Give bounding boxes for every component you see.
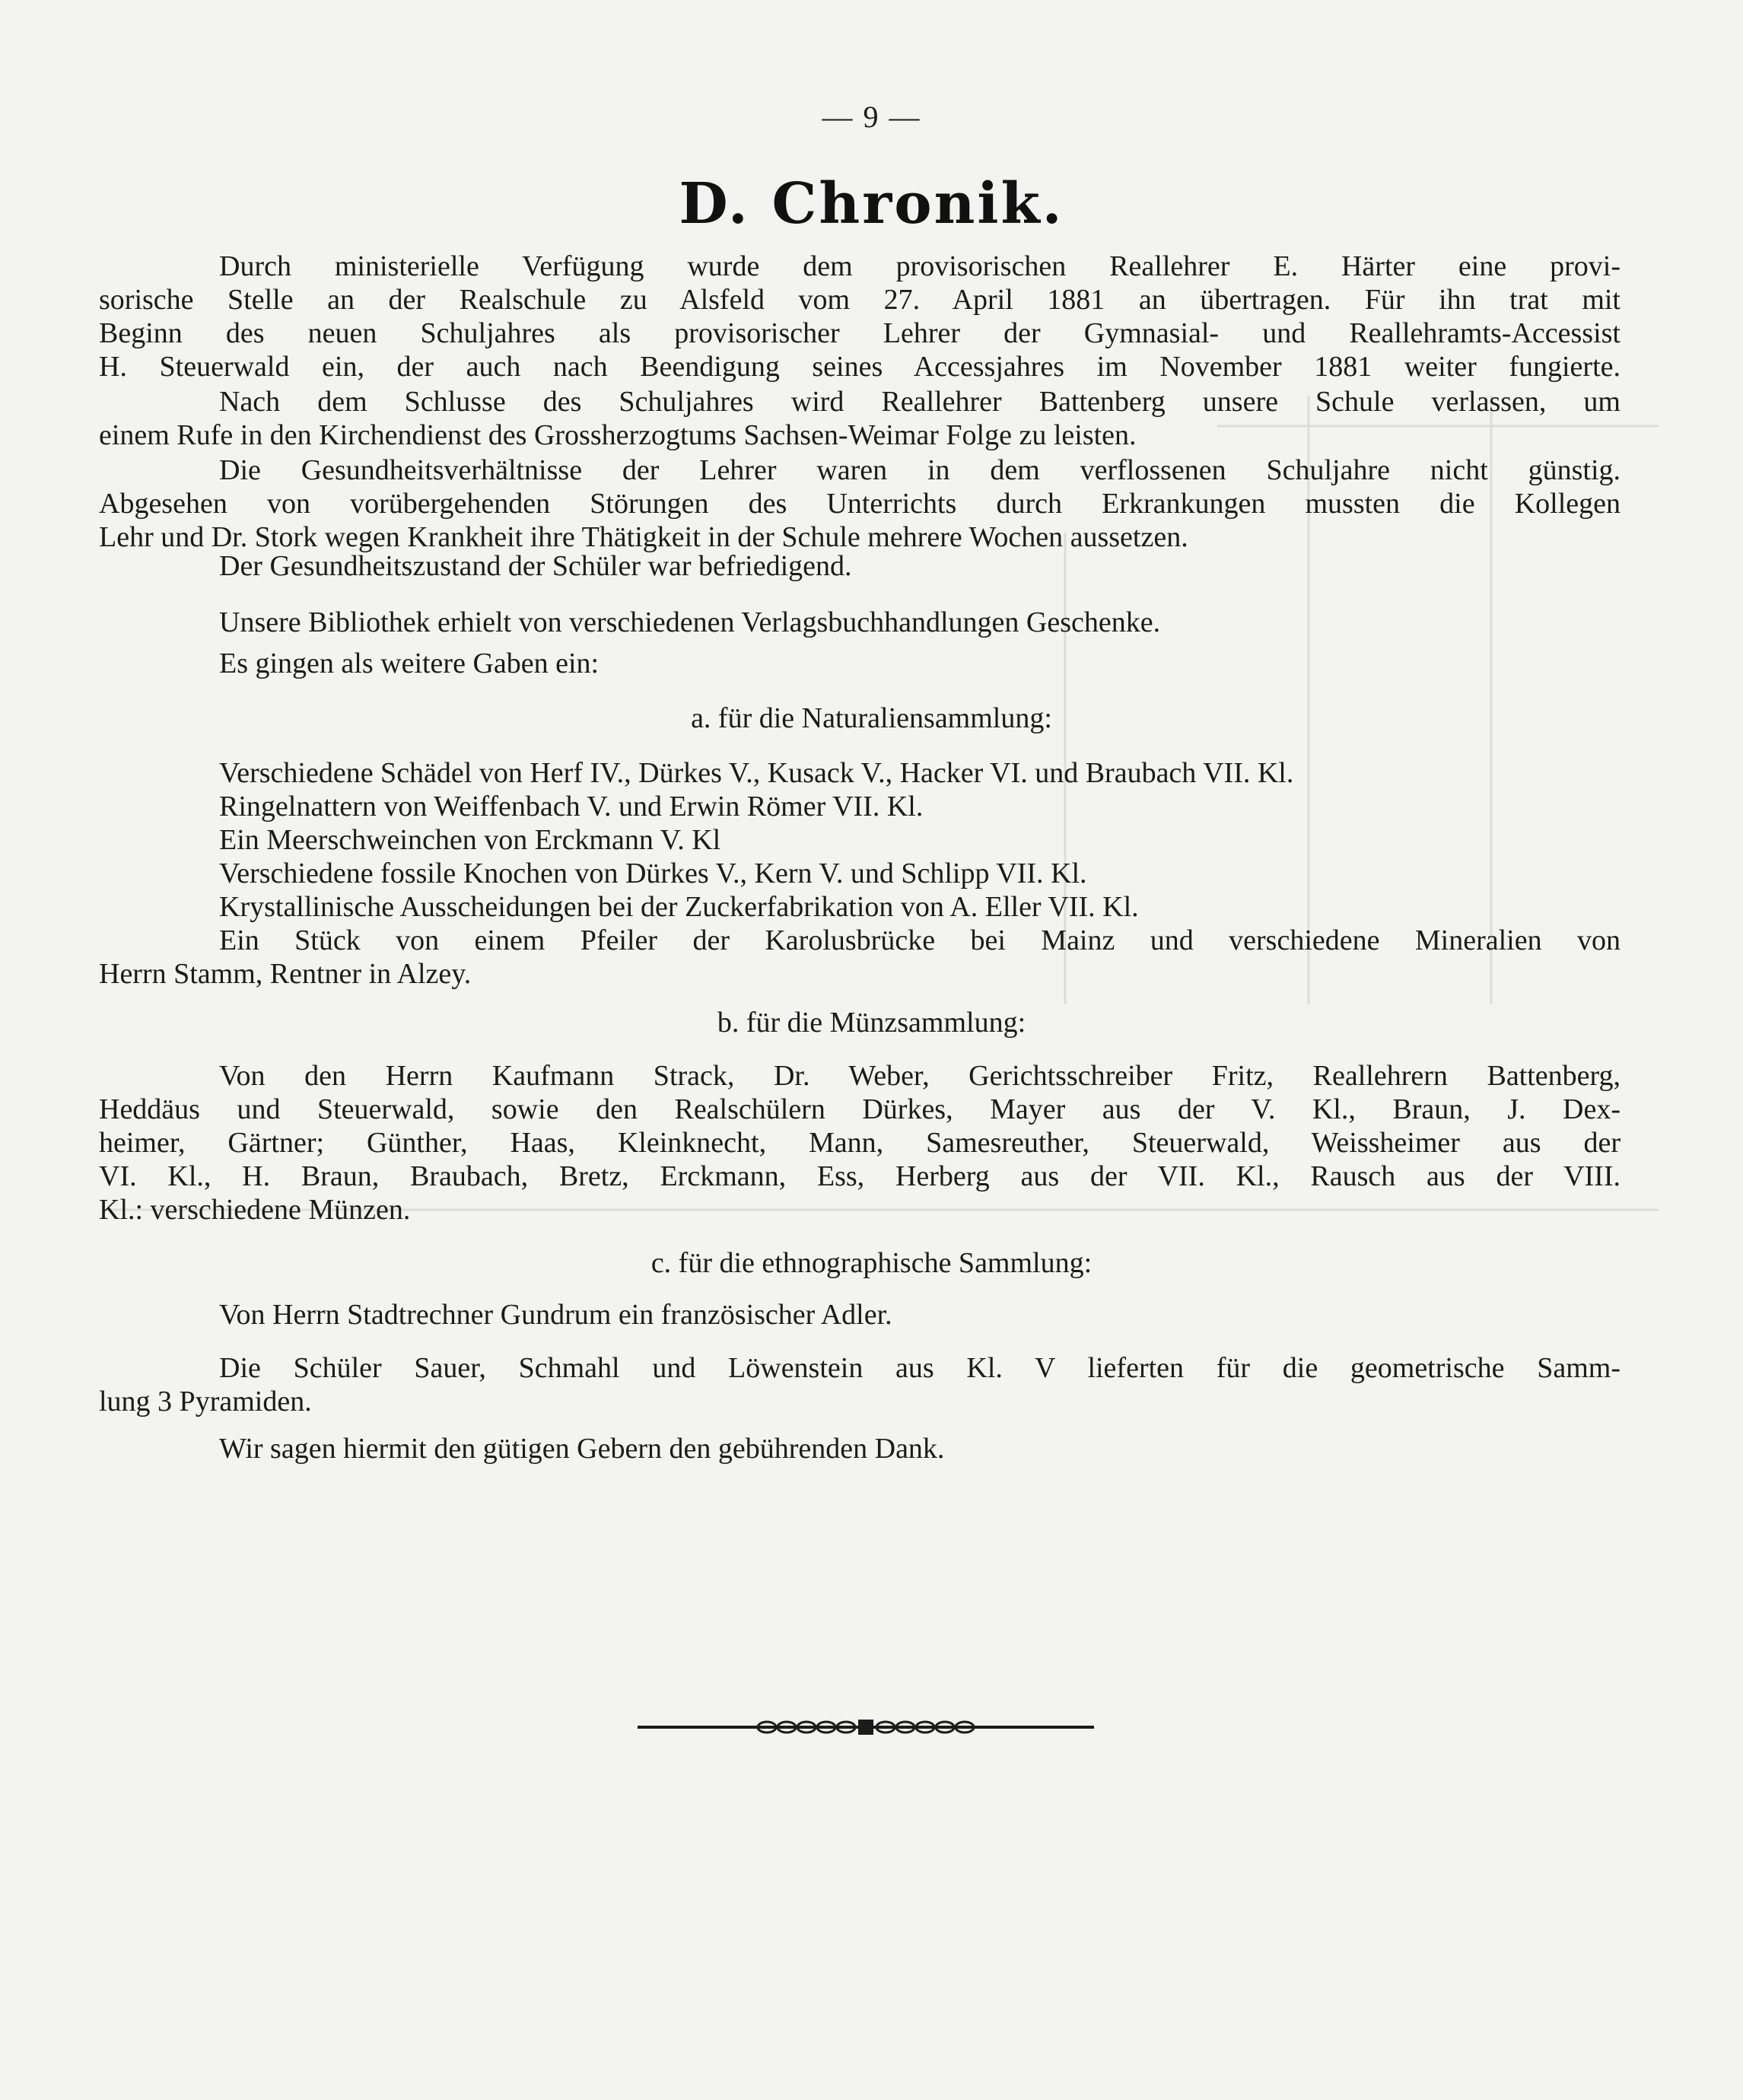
paragraph-eagle: Von Herrn Stadtrechner Gundrum ein französischer Adler. xyxy=(219,1299,892,1331)
paragraph-pyramids xyxy=(99,1351,1621,1418)
page-number: — 9 — xyxy=(822,100,921,134)
text-line: Heddäus und Steuerwald, sowie den Realschülern Dürkes, Mayer aus der V. Kl., Braun, J. Dex- xyxy=(99,1093,1621,1125)
gift-item: Ein Meerschweinchen von Erckmann V. Kl xyxy=(219,824,721,856)
paragraph-coin-donors xyxy=(99,1059,1621,1227)
paragraph-appointments xyxy=(99,250,1621,383)
text-line: Abgesehen von vorübergehenden Störungen des Unterrichts durch Erkrankungen mussten die Kollegen xyxy=(99,488,1621,520)
gift-item-minerals xyxy=(99,924,1621,991)
paragraph-gifts-intro: Es gingen als weitere Gaben ein: xyxy=(219,648,600,679)
gift-item: Verschiedene fossile Knochen von Dürkes V., Kern V. und Schlipp VII. Kl. xyxy=(219,858,1087,889)
ornamental-divider xyxy=(638,1716,1094,1739)
text-line: Die Schüler Sauer, Schmahl und Löwenstein aus Kl. V lieferten für die geometrische Samm- xyxy=(219,1352,1621,1384)
gift-item: Ringelnattern von Weiffenbach V. und Erwin Römer VII. Kl. xyxy=(219,791,924,822)
paragraph-library: Unsere Bibliothek erhielt von verschiedenen Verlagsbuchhandlungen Geschenke. xyxy=(219,606,1161,638)
paragraph-health-students: Der Gesundheitszustand der Schüler war befriedigend. xyxy=(219,550,852,582)
paragraph-departure xyxy=(99,385,1621,452)
text-line: heimer, Gärtner; Günther, Haas, Kleinknecht, Mann, Samesreuther, Steuerwald, Weissheimer aus der xyxy=(99,1127,1621,1159)
text-line: Von den Herrn Kaufmann Strack, Dr. Weber, Gerichtsschreiber Fritz, Reallehrern Battenberg, xyxy=(219,1060,1621,1092)
text-line: Durch ministerielle Verfügung wurde dem provisorischen Reallehrer E. Härter eine provi- xyxy=(219,250,1621,282)
text-line: sorische Stelle an der Realschule zu Alsfeld vom 27. April 1881 an übertragen. Für ihn trat mit xyxy=(99,284,1621,316)
text-line: Ein Stück von einem Pfeiler der Karolusbrücke bei Mainz und verschiedene Mineralien von xyxy=(219,924,1621,956)
text-line: Beginn des neuen Schuljahres als provisorischer Lehrer der Gymnasial- und Reallehramts-Accessist xyxy=(99,317,1621,349)
text-line: Herrn Stamm, Rentner in Alzey. xyxy=(99,958,472,990)
paragraph-thanks: Wir sagen hiermit den gütigen Gebern den gebührenden Dank. xyxy=(219,1433,945,1465)
subsection-heading-coins: b. für die Münzsammlung: xyxy=(717,1007,1026,1039)
text-line: VI. Kl., H. Braun, Braubach, Bretz, Erckmann, Ess, Herberg aus der VII. Kl., Rausch aus der VIII. xyxy=(99,1160,1621,1192)
section-title: D. Chronik. xyxy=(679,171,1064,237)
text-line: lung 3 Pyramiden. xyxy=(99,1386,312,1418)
gift-item: Krystallinische Ausscheidungen bei der Zuckerfabrikation von A. Eller VII. Kl. xyxy=(219,891,1139,923)
text-line: Die Gesundheitsverhältnisse der Lehrer waren in dem verflossenen Schuljahre nicht günstig. xyxy=(219,454,1621,486)
text-line: Lehr und Dr. Stork wegen Krankheit ihre Thätigkeit in der Schule mehrere Wochen aussetzen. xyxy=(99,521,1188,553)
text-line: H. Steuerwald ein, der auch nach Beendigung seines Accessjahres im November 1881 weiter fungierte. xyxy=(99,351,1621,383)
gift-item: Verschiedene Schädel von Herf IV., Dürkes V., Kusack V., Hacker VI. und Braubach VII. Kl. xyxy=(219,757,1294,789)
text-line: einem Rufe in den Kirchendienst des Grossherzogtums Sachsen-Weimar Folge zu leisten. xyxy=(99,419,1137,451)
paragraph-health-teachers xyxy=(99,453,1621,554)
subsection-heading-natural-history: a. für die Naturaliensammlung: xyxy=(691,702,1052,734)
subsection-heading-ethnography: c. für die ethnographische Sammlung: xyxy=(650,1247,1093,1279)
text-line: Kl.: verschiedene Münzen. xyxy=(99,1194,411,1226)
text-line: Nach dem Schlusse des Schuljahres wird Reallehrer Battenberg unsere Schule verlassen, um xyxy=(219,386,1621,418)
